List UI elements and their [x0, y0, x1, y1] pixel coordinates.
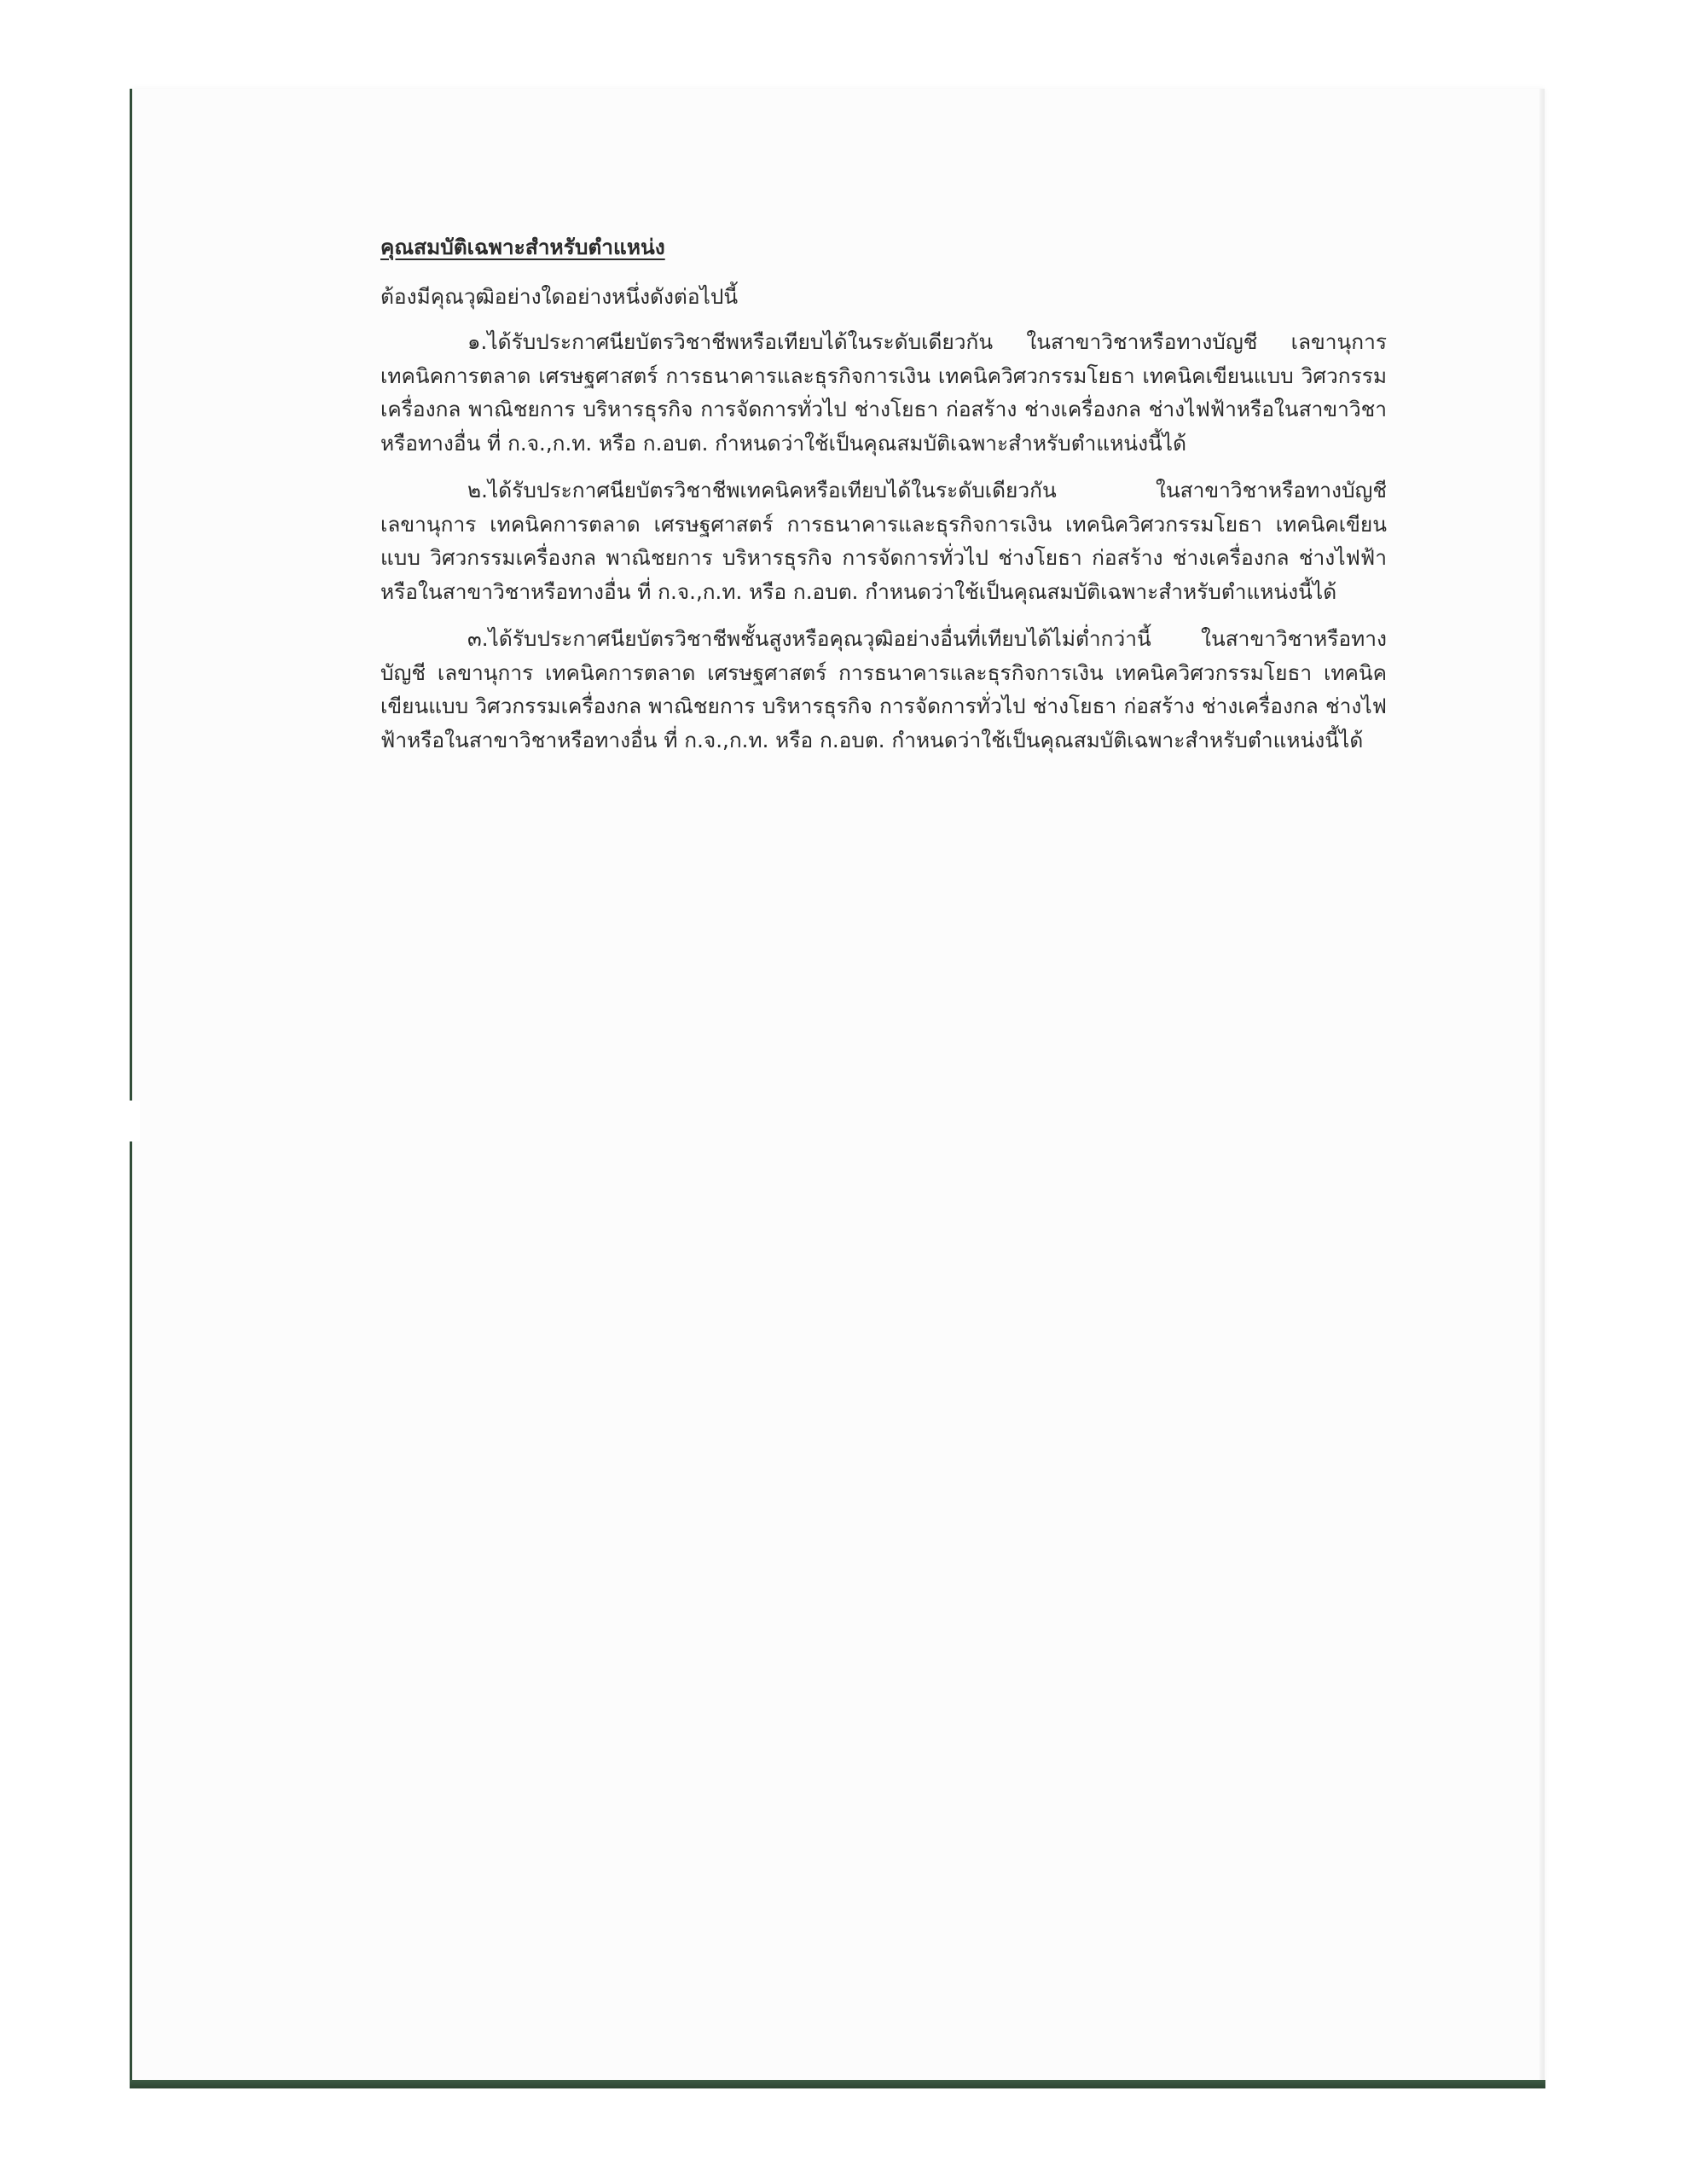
qualification-item-1: ๑.ได้รับประกาศนียบัตรวิชาชีพหรือเทียบได้ในระดับเดียวกัน ในสาขาวิชาหรือทางบัญชี เลขานุการ เทคนิคการตลาด เศรษฐศาสตร์ การธนาคารและธุรกิจการเงิน เทคนิควิศวกรรมโยธา เทคนิคเขียนแบบ วิศวกรรมเครื่องกล พาณิชยการ บริหารธุรกิจ การจัดการทั่วไป ช่างโยธา ก่อสร้าง ช่างเครื่องกล ช่างไฟฟ้าหรือในสาขาวิชาหรือทางอื่น ที่ ก.จ.,ก.ท. หรือ ก.อบต. กำหนดว่าใช้เป็นคุณสมบัติเฉพาะสำหรับตำแหน่งนี้ได้: [380, 329, 1387, 456]
binder-edge-bottom: [130, 2080, 1545, 2088]
binder-edge-gap: [128, 1101, 140, 1141]
intro-text: ต้องมีคุณวุฒิอย่างใดอย่างหนึ่งดังต่อไปนี้: [380, 283, 739, 309]
section-heading: คุณสมบัติเฉพาะสำหรับตำแหน่ง: [380, 235, 665, 259]
document-body: [380, 230, 1387, 770]
qualification-item-3: ๓.ได้รับประกาศนียบัตรวิชาชีพชั้นสูงหรือคุณวุฒิอย่างอื่นที่เทียบได้ไม่ต่ำกว่านี้ ในสาขาวิชาหรือทางบัญชี เลขานุการ เทคนิคการตลาด เศรษฐศาสตร์ การธนาคารและธุรกิจการเงิน เทคนิควิศวกรรมโยธา เทคนิคเขียนแบบ วิศวกรรมเครื่องกล พาณิชยการ บริหารธุรกิจ การจัดการทั่วไป ช่างโยธา ก่อสร้าง ช่างเครื่องกล ช่างไฟฟ้าหรือในสาขาวิชาหรือทางอื่น ที่ ก.จ.,ก.ท. หรือ ก.อบต. กำหนดว่าใช้เป็นคุณสมบัติเฉพาะสำหรับตำแหน่งนี้ได้: [380, 626, 1387, 752]
page-edge-right: [1539, 89, 1545, 2085]
qualification-item-2: ๒.ได้รับประกาศนียบัตรวิชาชีพเทคนิคหรือเทียบได้ในระดับเดียวกัน ในสาขาวิชาหรือทางบัญชี เลขานุการ เทคนิคการตลาด เศรษฐศาสตร์ การธนาคารและธุรกิจการเงิน เทคนิควิศวกรรมโยธา เทคนิคเขียนแบบ วิศวกรรมเครื่องกล พาณิชยการ บริหารธุรกิจ การจัดการทั่วไป ช่างโยธา ก่อสร้าง ช่างเครื่องกล ช่างไฟฟ้าหรือในสาขาวิชาหรือทางอื่น ที่ ก.จ.,ก.ท. หรือ ก.อบต. กำหนดว่าใช้เป็นคุณสมบัติเฉพาะสำหรับตำแหน่งนี้ได้: [380, 478, 1387, 604]
